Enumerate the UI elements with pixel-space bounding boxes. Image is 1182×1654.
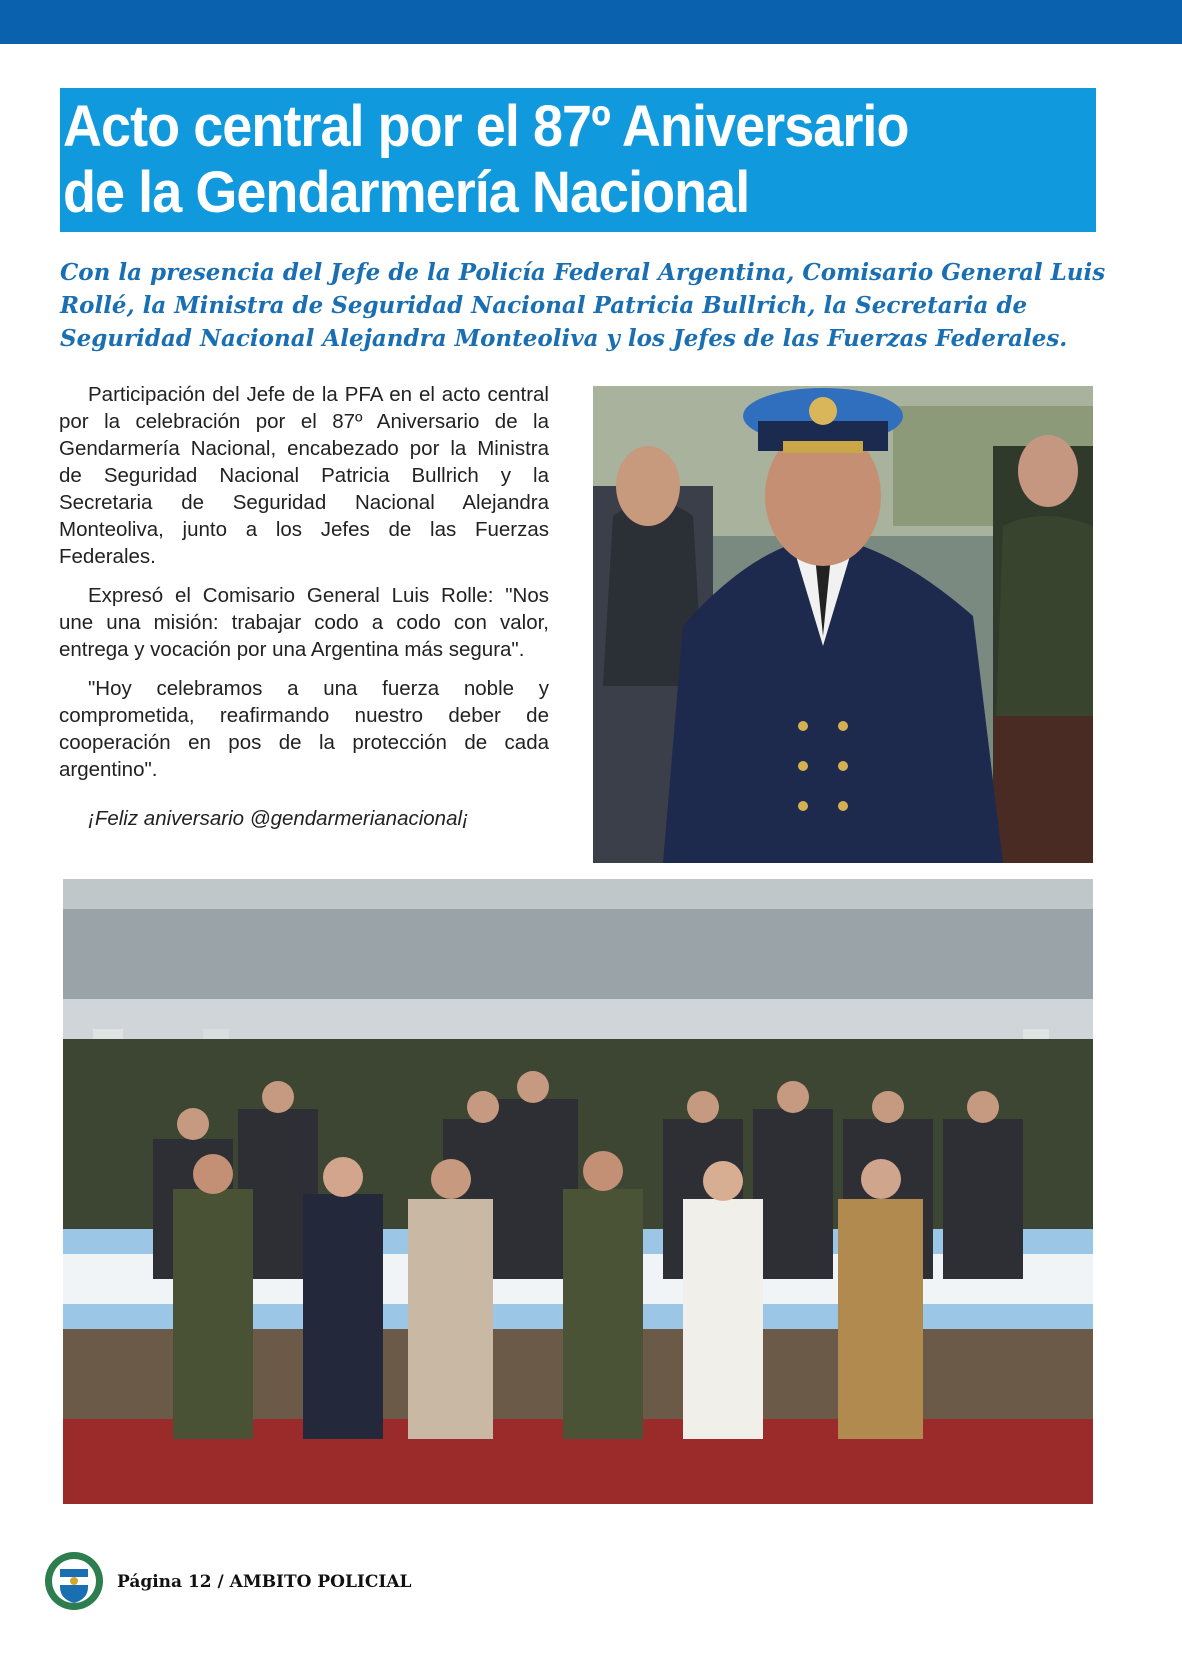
- closing-line: ¡Feliz aniversario @gendarmerianacional¡: [88, 807, 469, 830]
- top-bar: [0, 0, 1182, 44]
- paragraph-1: Participación del Jefe de la PFA en el acto central por la celebración por el 87º Aniversario de la Gendarmería Nacional, encabezado por la Ministra de Seguridad Nacional Patricia Bullrich y la Secretaria de Seguridad Nacional Alejandra Monteoliva, junto a los Jefes de las Fuerzas Federales.: [59, 383, 549, 568]
- title-line-1: Acto central por el 87º Aniversario: [63, 94, 909, 159]
- paragraph-3: "Hoy celebramos a una fuerza noble y comprometida, reafirmando nuestro deber de cooperación en pos de la protección de cada argentino".: [59, 677, 549, 781]
- subtitle: Con la presencia del Jefe de la Policía Federal Argentina, Comisario General Luis Rollé, la Ministra de Seguridad Nacional Patricia Bullrich, la Secretaria de Seguridad Nacional Alejandra Monteoliva y los Jefes de las Fuerzas Federales.: [60, 259, 1106, 352]
- article-body: [59, 381, 549, 844]
- title-line-2: de la Gendarmería Nacional: [63, 160, 750, 225]
- ceremony-illustration: [63, 879, 1093, 1504]
- portrait-photo: [593, 386, 1093, 863]
- title-banner: [60, 88, 1096, 232]
- ceremony-photo: [63, 879, 1093, 1504]
- page-label: Página 12 / AMBITO POLICIAL: [117, 1572, 412, 1592]
- ambito-policial-logo: [44, 1551, 104, 1611]
- paragraph-2: Expresó el Comisario General Luis Rolle: "Nos une una misión: trabajar codo a codo con valor, entrega y vocación por una Argentina más segura".: [59, 584, 549, 661]
- portrait-illustration: [593, 386, 1093, 863]
